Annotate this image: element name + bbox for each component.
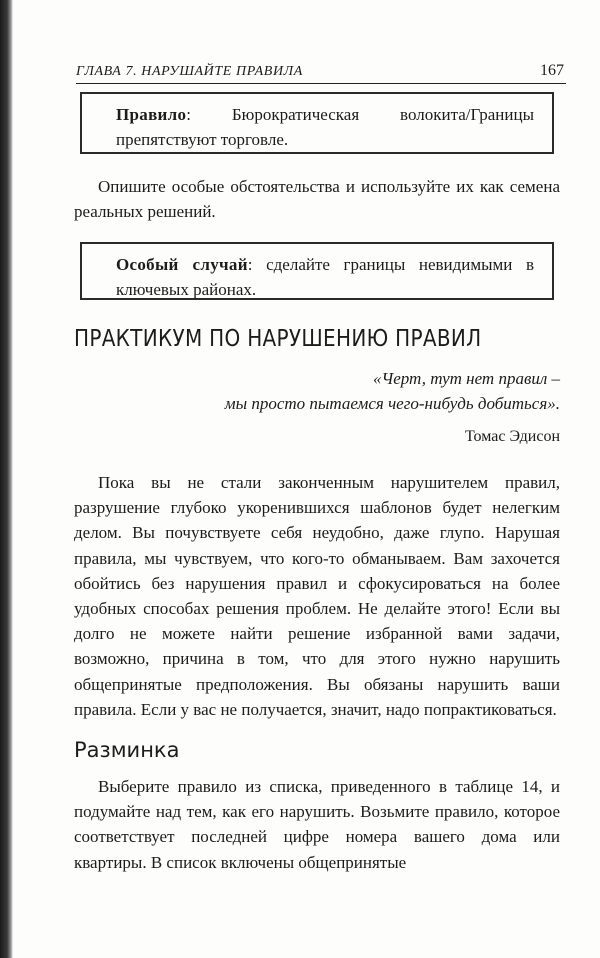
page-number: 167 <box>540 62 564 79</box>
epigraph-author: Томас Эдисон <box>464 428 560 445</box>
book-spine-shadow <box>0 0 13 958</box>
special-case-box <box>80 242 554 300</box>
rule-box <box>80 92 554 154</box>
section-heading: ПРАКТИКУМ ПО НАРУШЕНИЮ ПРАВИЛ <box>74 324 482 352</box>
subheading-warmup: Разминка <box>74 738 180 762</box>
running-header <box>76 62 566 86</box>
rule-label: Правило <box>116 105 187 124</box>
special-case-text: : сделайте границы невидимыми в ключевых районах. <box>116 255 535 299</box>
rule-text: : Бюрократическая волокита/Границы препятствуют торговле. <box>116 105 534 149</box>
chapter-title: ГЛАВА 7. НАРУШАЙТЕ ПРАВИЛА <box>76 64 303 79</box>
special-case-label: Особый случай <box>116 255 248 274</box>
paragraph-1: Опишите особые обстоятельства и используйте их как семена реальных решений. <box>74 177 560 222</box>
header-rule <box>76 83 566 84</box>
epigraph-line-2: мы просто пытаемся чего-нибудь добиться». <box>224 394 560 413</box>
paragraph-2: Пока вы не стали законченным нарушителем правил, разрушение глубоко укоренившихся шаблонов будет нелегким делом. Вы почувствуете себя неудобно, даже глупо. Нарушая правила, мы чувствуем, что кого-то обманываем. Вам захочется обойтись без нарушения правил и сфокусироваться на более удобных способах решения проблем. Не делайте этого! Если вы долго не можете найти решение избранной вами задачи, возможно, причина в том, что для этого нужно нарушить общепринятые предположения. Вы обязаны нарушить ваши правила. Если у вас не получается, значит, надо попрактиковаться. <box>74 473 560 719</box>
epigraph-line-1: «Черт, тут нет правил – <box>373 369 560 388</box>
paragraph-3: Выберите правило из списка, приведенного в таблице 14, и подумайте над тем, как его нарушить. Возьмите правило, которое соответствует последней цифре номера вашего дома или квартиры. В список включены общепринятые <box>74 777 560 872</box>
epigraph <box>80 366 560 416</box>
